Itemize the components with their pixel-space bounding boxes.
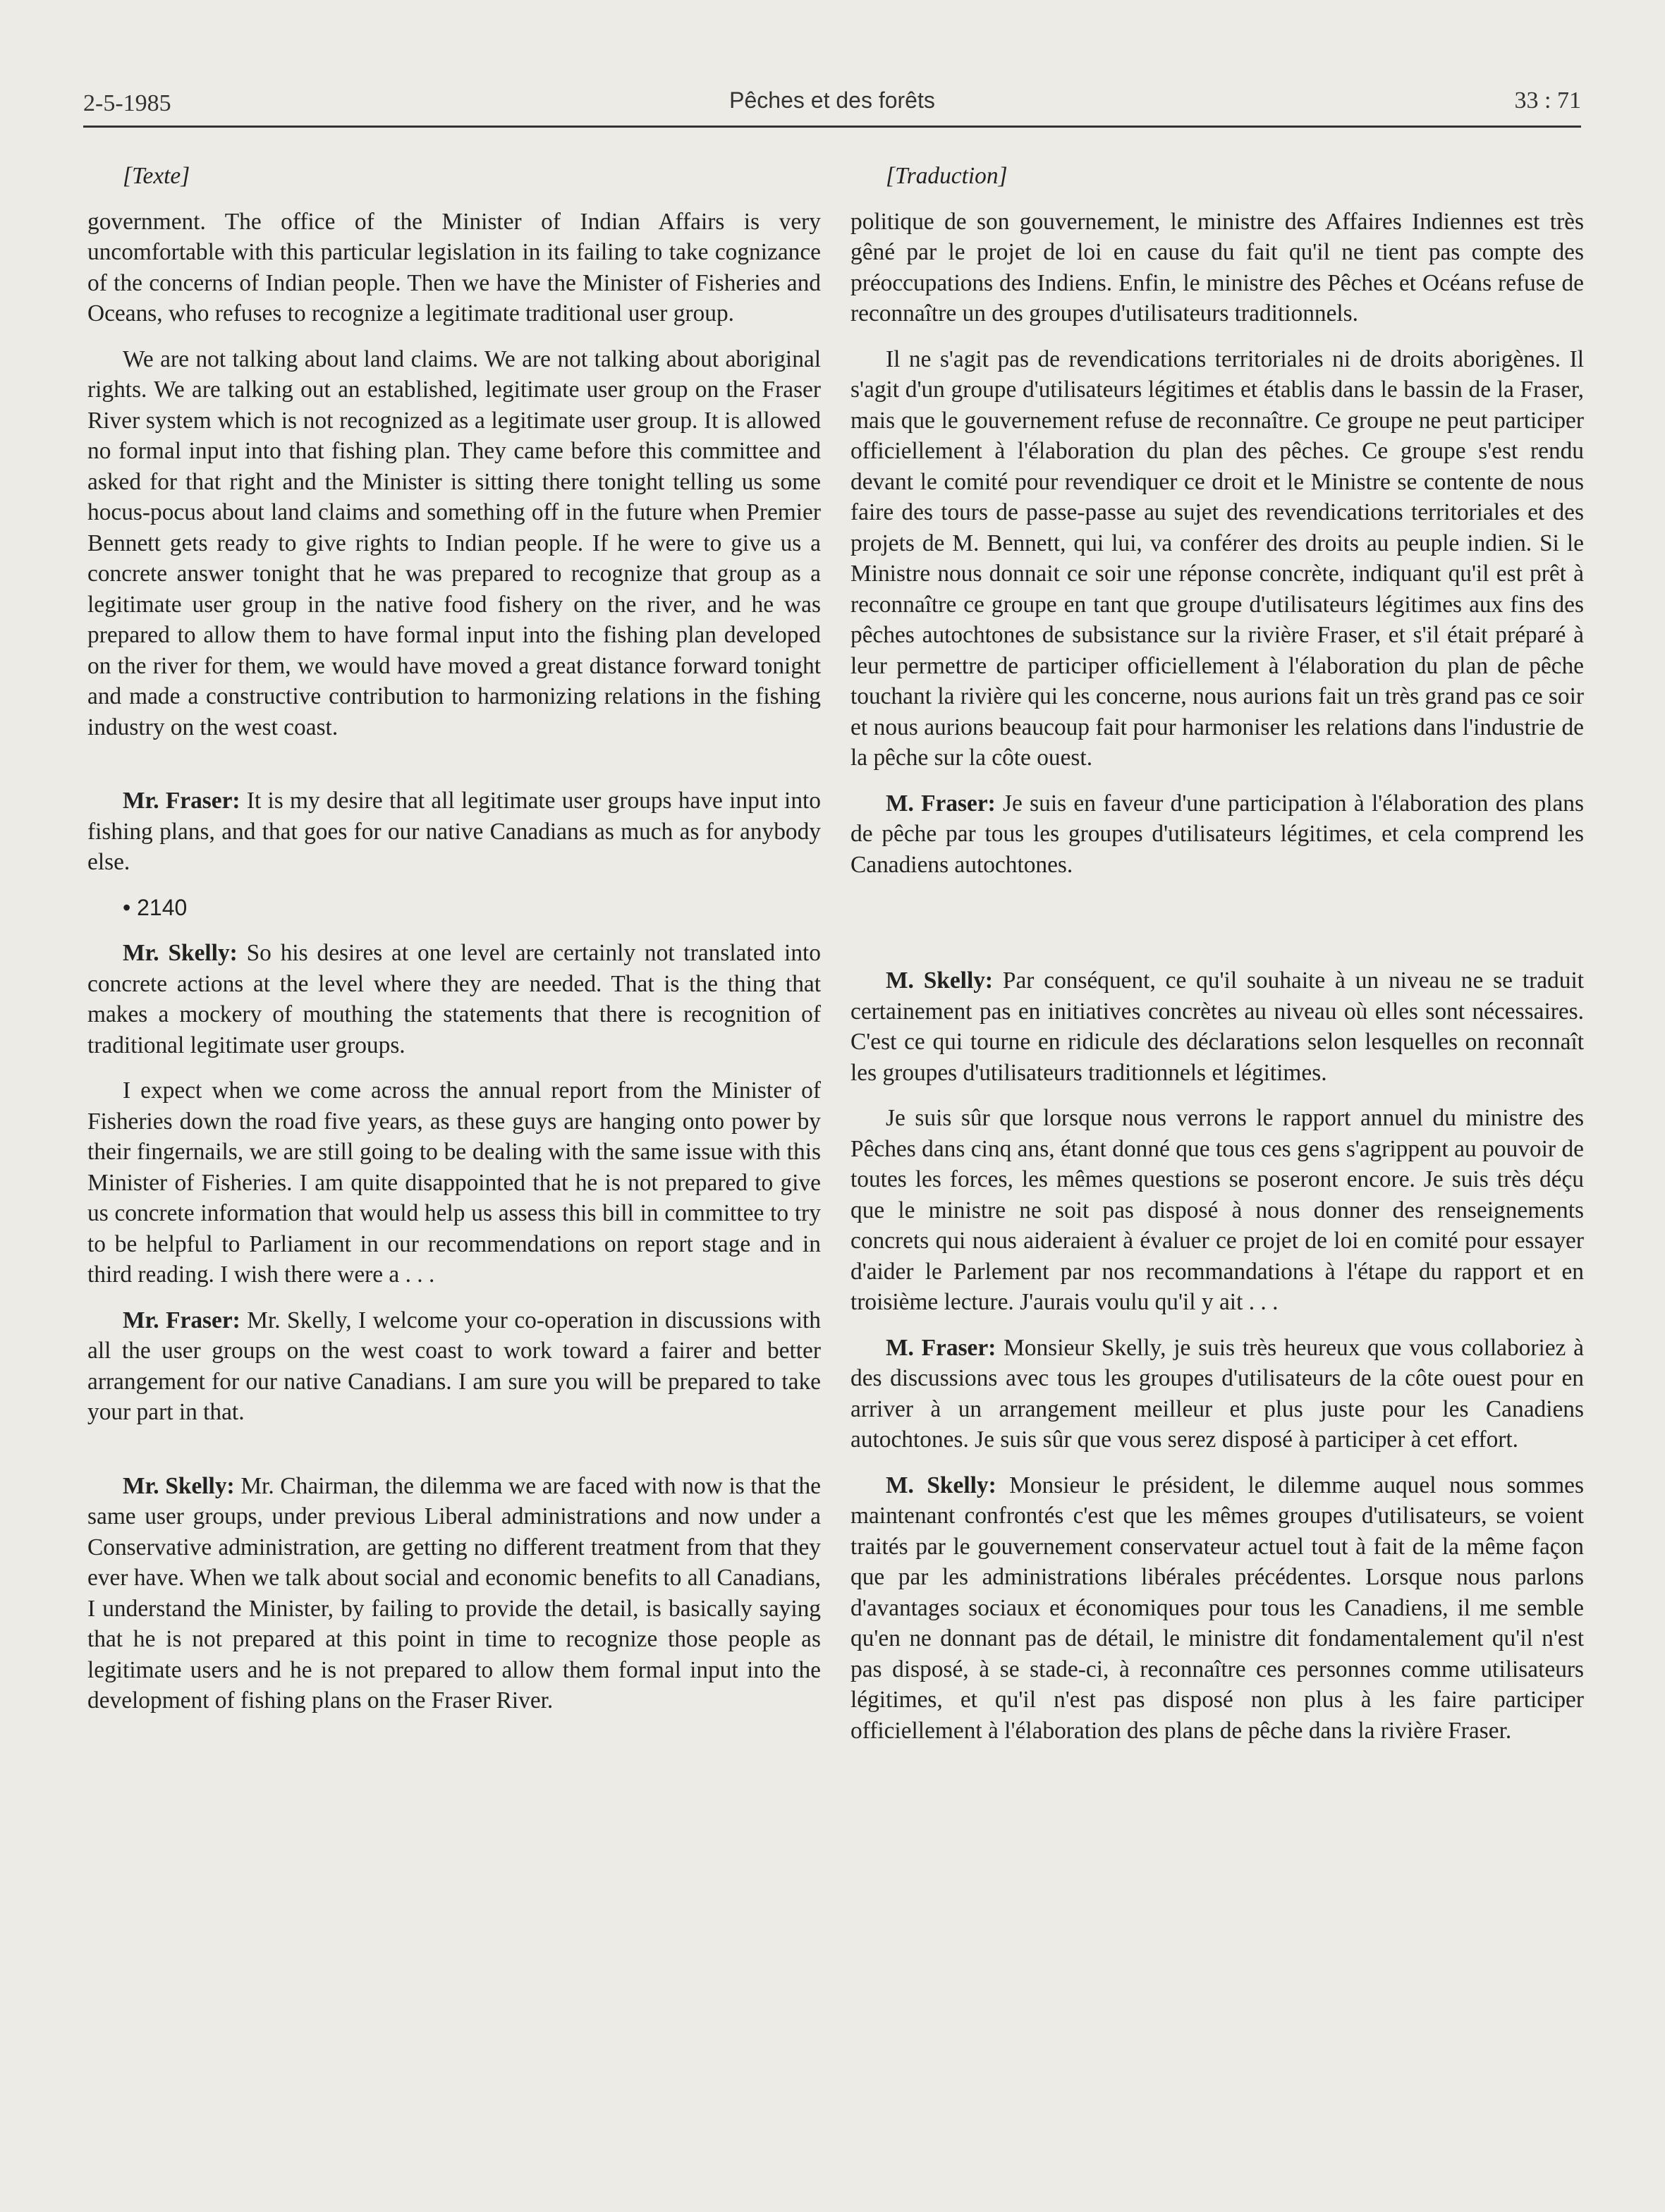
speaker-paragraph <box>850 965 1584 1088</box>
speaker-paragraph <box>87 1471 821 1716</box>
speaker-paragraph <box>87 786 821 878</box>
page-header <box>83 83 1581 128</box>
speaker-paragraph <box>87 938 821 1061</box>
speech-text: Par conséquent, ce qu'il souhaite à un niveau ne se traduit certainement pas en initiatives concrètes au niveau où elles sont nécessaires. C'est ce qui tourne en ridicule des déclarations selon lesquelles on reconnaît les groupes d'utilisateurs traditionnels et légitimes. <box>850 967 1584 1086</box>
speaker-paragraph <box>850 788 1584 881</box>
speaker-paragraph <box>850 1470 1584 1747</box>
speech-text: It is my desire that all legitimate user groups have input into fishing plans, and that goes for our native Canadians as much as for anybody else. <box>87 788 821 875</box>
speech-text: Monsieur le président, le dilemme auquel nous sommes maintenant confrontés c'est que les mêmes groupes d'utilisateurs, se voient traités par le gouvernement conservateur actuel tout à fait de la même façon que par les administrations libérales précédentes. Lorsque nous parlons d'avantages sociaux et économiques pour tous les Canadiens, il me semble qu'en ne donnant pas de détail, le ministre dit fondamentalement qu'il n'est pas disposé, à se stade-ci, à reconnaître ces personnes comme utilisateurs légitimes, et qu'il n'est pas disposé non plus à les faire participer officiellement à l'élaboration des plans de pêche dans la rivière Fraser. <box>850 1472 1584 1744</box>
english-column <box>87 161 821 1731</box>
speaker-paragraph <box>850 1333 1584 1455</box>
speaker-name: M. Fraser: <box>886 1334 996 1361</box>
speaker-name: M. Fraser: <box>886 790 996 817</box>
paragraph: Je suis sûr que lorsque nous verrons le rapport annuel du ministre des Pêches dans cinq ans, étant donné que tous ces gens s'agrippent au pouvoir de toutes les forces, les mêmes questions se poseront encore. Je suis très déçu que le ministre ne soit pas disposé à nous donner des renseignements concrets qui nous aideraient à évaluer ce projet de loi en comité pour essayer d'aider le Parlement par nos recommandations à l'étape du rapport et en troisième lecture. J'aurais voulu qu'il y ait . . . <box>850 1105 1584 1315</box>
column-label: [Texte] <box>123 163 190 189</box>
paragraph: We are not talking about land claims. We are not talking about aboriginal rights. We are talking out an established, legitimate user group on the Fraser River system which is not recognized as a legitimate user group. It is allowed no formal input into that fishing plan. They came before this committee and asked for that right and the Minister is sitting there tonight telling us some hocus-pocus about land claims and something off in the future when Premier Bennett gets ready to give rights to Indian people. If he were to give us a concrete answer tonight that he was prepared to recognize that group as a legitimate user group in the native food fishery on the river, and he was prepared to allow them to have formal input into the fishing plan developed on the river for them, we would have moved a great distance forward tonight and made a constructive contribution to harmonizing relations in the fishing industry on the west coast. <box>87 346 821 740</box>
paragraph: I expect when we come across the annual report from the Minister of Fisheries down the road five years, as these guys are hanging onto power by their fingernails, we are still going to be dealing with the same issue with this Minister of Fisheries. I am quite disappointed that he is not prepared to give us concrete information that would help us assess this bill in committee to try to be helpful to Parliament in our recommendations on report stage and in third reading. I wish there were a . . . <box>87 1077 821 1288</box>
french-column <box>850 161 1584 1761</box>
time-marker: • 2140 <box>123 894 188 920</box>
header-title: Pêches et des forêts <box>729 87 935 113</box>
paragraph: politique de son gouvernement, le ministre des Affaires Indiennes est très gêné par le projet de loi en cause du fait qu'il ne tient pas compte des préoccupations des Indiens. Enfin, le ministre des Pêches et Océans refuse de reconnaître un des groupes d'utilisateurs traditionnels. <box>850 208 1584 326</box>
speaker-name: Mr. Fraser: <box>123 788 240 814</box>
speech-text: Mr. Skelly, I welcome your co-operation in discussions with all the user groups on the west coast to work toward a fairer and better arrangement for our native Canadians. I am sure you will be prepared to take your part in that. <box>87 1307 822 1425</box>
paragraph: Il ne s'agit pas de revendications territoriales ni de droits aborigènes. Il s'agit d'un groupe d'utilisateurs légitimes et établis dans le bassin de la Fraser, mais que le gouvernement refuse de reconnaître. Ce groupe ne peut participer officiellement à l'élaboration du plan des pêches. Ce groupe s'est rendu devant le comité pour revendiquer ce droit et le Ministre se contente de nous faire des tours de passe-passe au sujet des revendications territoriales et des projets de M. Bennett, qui lui, va conférer des droits au peuple indien. Si le Ministre nous donnait ce soir une réponse concrète, indiquant qu'il est prêt à reconnaître ce groupe en tant que groupe d'utilisateurs légitimes aux fins des pêches autochtones de subsistance sur la rivière Fraser, et s'il était préparé à leur permettre de participer officiellement à l'élaboration du plan de pêche touchant la rivière qui les concerne, nous aurions fait un très grand pas ce soir et nous aurions beaucoup fait pour harmoniser les relations dans l'industrie de la pêche sur la côte ouest. <box>850 346 1584 771</box>
speaker-name: Mr. Fraser: <box>123 1307 240 1333</box>
speech-text: So his desires at one level are certainly not translated into concrete actions at the level where they are needed. That is the thing that makes a mockery of mouthing the statements that there is recognition of traditional legitimate user groups. <box>87 940 821 1058</box>
speaker-paragraph <box>87 1305 821 1428</box>
speech-text: Mr. Chairman, the dilemma we are faced with now is that the same user groups, under previous Liberal administrations and now under a Conservative administration, are getting no different treatment from that they ever have. When we talk about social and economic benefits to all Canadians, I understand the Minister, by failing to provide the detail, is basically saying that he is not prepared at this point in time to recognize those people as legitimate users and he is not prepared to allow them formal input into the development of fishing plans on the Fraser River. <box>87 1472 821 1713</box>
speaker-name: M. Skelly: <box>886 967 994 994</box>
header-date: 2-5-1985 <box>83 90 171 116</box>
speaker-name: Mr. Skelly: <box>123 940 238 966</box>
speaker-name: M. Skelly: <box>886 1472 996 1498</box>
paragraph: government. The office of the Minister of Indian Affairs is very uncomfortable with this particular legislation in its failing to take cognizance of the concerns of Indian people. Then we have the Minister of Fisheries and Oceans, who refuses to recognize a legitimate traditional user group. <box>87 208 821 326</box>
column-label: [Traduction] <box>886 163 1008 189</box>
speaker-name: Mr. Skelly: <box>123 1472 235 1499</box>
header-page-number: 33 : 71 <box>1514 87 1581 114</box>
speech-text: Monsieur Skelly, je suis très heureux que vous collaboriez à des discussions avec tous les groupes d'utilisateurs de la côte ouest pour en arriver à un arrangement meilleur et plus juste pour les Canadiens autochtones. Je suis sûr que vous serez disposé à participer à cet effort. <box>850 1334 1584 1453</box>
speech-text: Je suis en faveur d'une participation à l'élaboration des plans de pêche par tous les groupes d'utilisateurs légitimes, et cela comprend les Canadiens autochtones. <box>850 790 1584 878</box>
